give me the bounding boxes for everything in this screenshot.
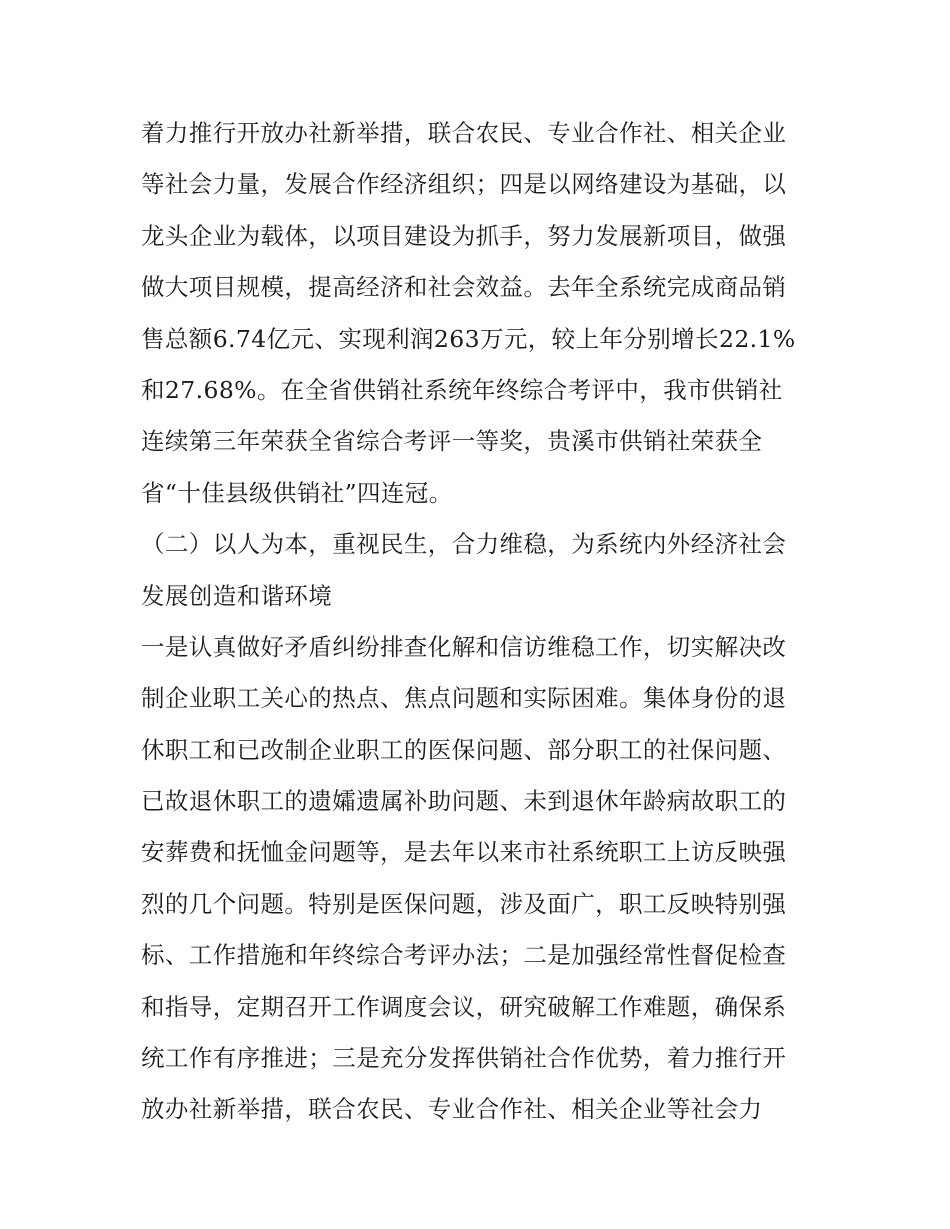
text-line: 安葬费和抚恤金问题等，是去年以来市社系统职工上访反映强 bbox=[141, 838, 787, 867]
text-line: 连续第三年荣获全省综合考评一等奖，贵溪市供销社荣获全 bbox=[141, 427, 763, 456]
text-line: 省“十佳县级供销社”四连冠。 bbox=[141, 478, 453, 507]
text-line: 和指导，定期召开工作调度会议，研究破解工作难题，确保系 bbox=[141, 992, 787, 1021]
text-line: 已故退休职工的遗孀遗属补助问题、未到退休年龄病故职工的 bbox=[141, 787, 787, 816]
text-line: 烈的几个问题。特别是医保问题，涉及面广，职工反映特别强 bbox=[141, 889, 787, 918]
text-line: 龙头企业为载体，以项目建设为抓手，努力发展新项目，做强 bbox=[141, 221, 787, 250]
body-text bbox=[141, 108, 821, 1136]
text-line: 统工作有序推进；三是充分发挥供销社合作优势，着力推行开 bbox=[141, 1044, 787, 1073]
text-line: 一是认真做好矛盾纠纷排查化解和信访维稳工作，切实解决改 bbox=[141, 632, 787, 661]
text-line: 等社会力量，发展合作经济组织；四是以网络建设为基础，以 bbox=[141, 170, 787, 199]
section-heading-line: （二）以人为本，重视民生，合力维稳，为系统内外经济社会 bbox=[141, 530, 787, 559]
text-line: 着力推行开放办社新举措，联合农民、专业合作社、相关企业 bbox=[141, 119, 787, 147]
text-line: 放办社新举措，联合农民、专业合作社、相关企业等社会力 bbox=[141, 1095, 763, 1124]
text-line: 和27.68%。在全省供销社系统年终综合考评中，我市供销社 bbox=[141, 375, 783, 404]
text-line: 做大项目规模，提高经济和社会效益。去年全系统完成商品销 bbox=[141, 273, 787, 302]
text-line: 制企业职工关心的热点、焦点问题和实际困难。集体身份的退 bbox=[141, 684, 787, 713]
section-heading-line: 发展创造和谐环境 bbox=[141, 581, 333, 610]
text-line: 售总额6.74亿元、实现利润263万元，较上年分别增长22.1% bbox=[141, 324, 796, 353]
text-line: 休职工和已改制企业职工的医保问题、部分职工的社保问题、 bbox=[141, 735, 787, 764]
text-line: 标、工作措施和年终综合考评办法；二是加强经常性督促检查 bbox=[141, 941, 787, 970]
